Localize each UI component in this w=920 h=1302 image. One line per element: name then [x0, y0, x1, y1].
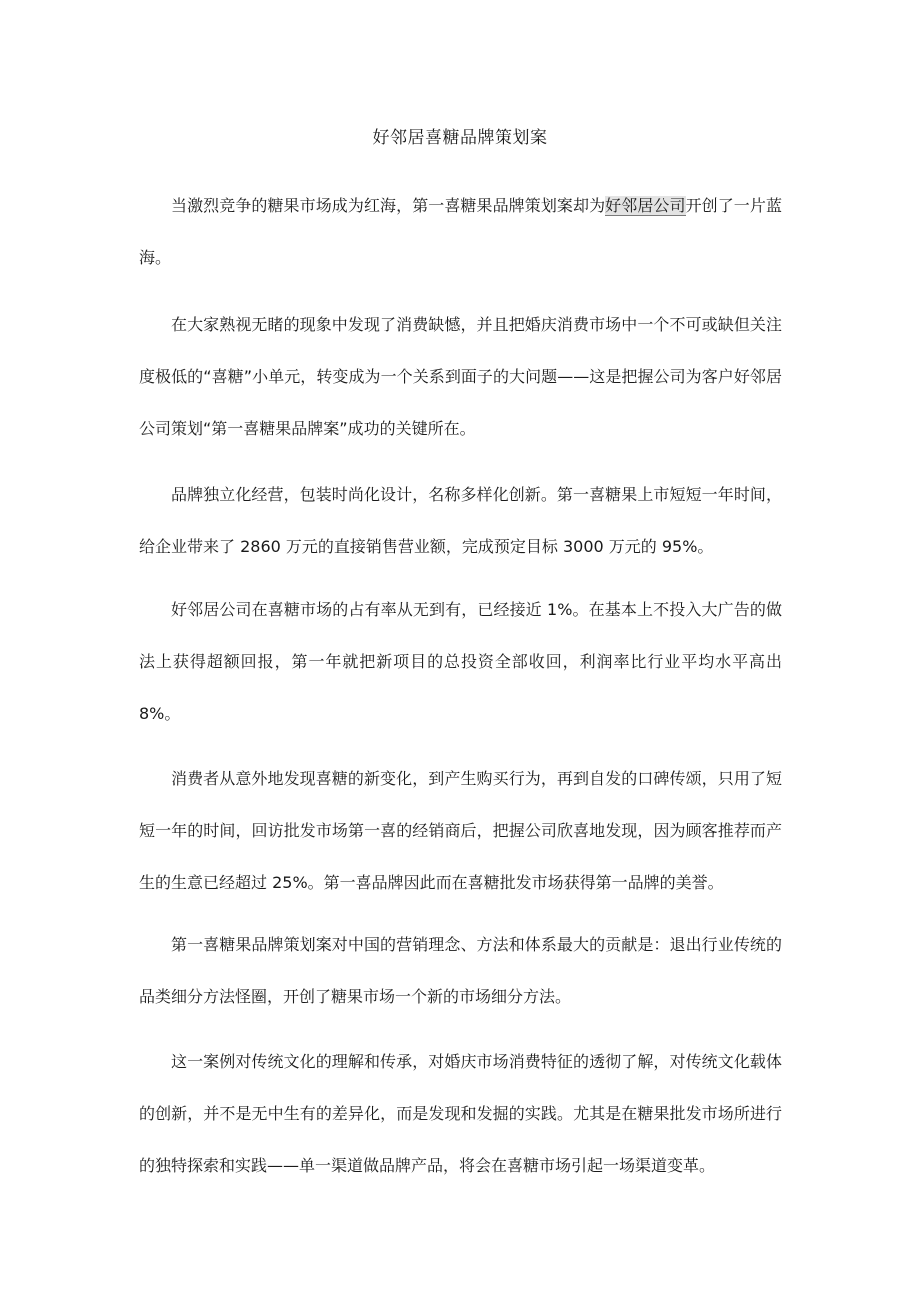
paragraph-1-text-before: 当激烈竞争的糖果市场成为红海，第一喜糖果品牌策划案却为: [171, 196, 606, 215]
paragraph-2: 在大家熟视无睹的现象中发现了消费缺憾，并且把婚庆消费市场中一个不可或缺但关注度极低的“喜糖”小单元，转变成为一个关系到面子的大问题——这是把握公司为客户好邻居公司策划“第一喜糖果品牌案”成功的关键所在。: [139, 315, 782, 438]
highlighted-company-name: 好邻居公司: [605, 196, 686, 215]
paragraph-5: 消费者从意外地发现喜糖的新变化，到产生购买行为，再到自发的口碑传颂，只用了短短一年的时间，回访批发市场第一喜的经销商后，把握公司欣喜地发现，因为顾客推荐而产生的生意已经超过 25%。第一喜品牌因此而在喜糖批发市场获得第一品牌的美誉。: [139, 769, 782, 892]
paragraph-1: [139, 180, 782, 284]
paragraph-6: 第一喜糖果品牌策划案对中国的营销理念、方法和体系最大的贡献是：退出行业传统的品类细分方法怪圈，开创了糖果市场一个新的市场细分方法。: [139, 935, 782, 1006]
document-title: 好邻居喜糖品牌策划案: [372, 128, 548, 148]
paragraph-4: 好邻居公司在喜糖市场的占有率从无到有，已经接近 1%。在基本上不投入大广告的做法上获得超额回报，第一年就把新项目的总投资全部收回，利润率比行业平均水平高出 8%。: [139, 600, 782, 723]
paragraph-7: 这一案例对传统文化的理解和传承，对婚庆市场消费特征的透彻了解，对传统文化载体的创新，并不是无中生有的差异化，而是发现和发掘的实践。尤其是在糖果批发市场所进行的独特探索和实践——单一渠道做品牌产品，将会在喜糖市场引起一场渠道变革。: [139, 1052, 782, 1175]
paragraph-3: 品牌独立化经营，包装时尚化设计，名称多样化创新。第一喜糖果上市短短一年时间，给企业带来了 2860 万元的直接销售营业额，完成预定目标 3000 万元的 95%。: [139, 485, 782, 556]
paragraph-1-text-after: 开创了一片蓝海。: [139, 196, 782, 267]
